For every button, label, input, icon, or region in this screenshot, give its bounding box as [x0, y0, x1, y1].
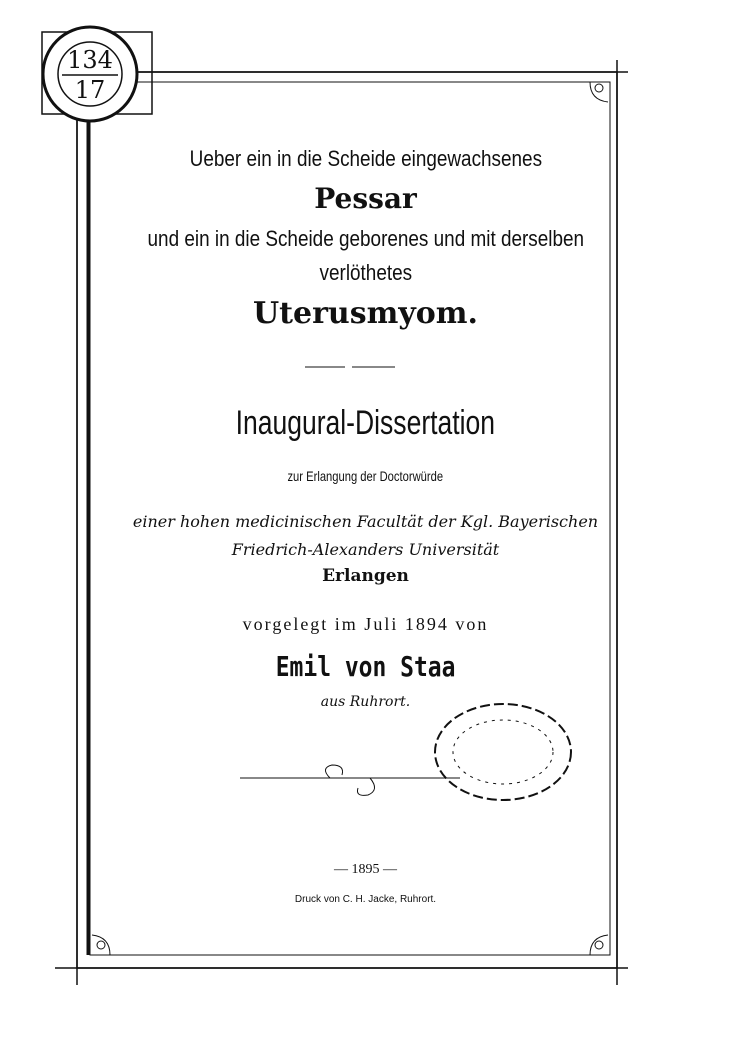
title-pessar: Pessar: [314, 182, 417, 215]
author-name: Emil von Staa: [275, 650, 456, 683]
title-uterusmyom: Uterusmyom.: [253, 296, 478, 331]
faculty-line-1: einer hohen medicinischen Facultät der Kgl. Bayerischen: [132, 512, 599, 531]
title-line-1: Ueber ein in die Scheide eingewachsenes: [189, 146, 542, 171]
dissertation-heading: Inaugural-Dissertation: [235, 404, 496, 442]
submission-line: vorgelegt im Juli 1894 von: [242, 614, 489, 634]
author-origin: aus Ruhrort.: [320, 694, 411, 710]
library-stamp: [30, 18, 156, 130]
dissertation-subtitle: zur Erlangung der Doctorwürde: [287, 468, 444, 484]
publication-year: — 1895 —: [334, 862, 397, 877]
stamp-number-bottom: 17: [74, 76, 106, 104]
title-line-3: und ein in die Scheide geborenes und mit derselben: [147, 226, 584, 251]
title-line-4: verlöthetes: [319, 260, 412, 285]
city: Erlangen: [322, 566, 409, 586]
printer-line: Druck von C. H. Jacke, Ruhrort.: [294, 894, 437, 905]
stamp-graphic: [30, 18, 156, 130]
institution-stamp: [428, 698, 578, 806]
stamp-number-top: 134: [67, 46, 113, 74]
faculty-line-2: Friedrich-Alexanders Universität: [231, 540, 500, 559]
